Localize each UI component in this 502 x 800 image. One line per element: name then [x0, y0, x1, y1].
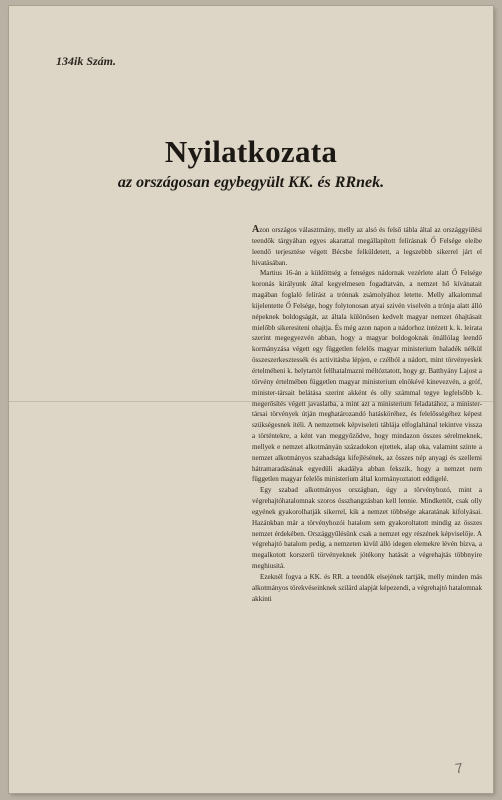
document-title: Nyilatkozata: [164, 134, 338, 169]
body-paragraph: Ezeknél fogva a KK. és RR. a teendők elsejének tartják, melly minden más alkotmányos törekvéseinknek szilárd alapját képezendi, a végrehajtó hatalomnak akkinti: [252, 573, 482, 603]
pencil-mark: 7: [453, 759, 464, 777]
drop-cap: A: [252, 224, 260, 235]
document-subtitle: az országosan egybegyült KK. és RRnek.: [117, 174, 385, 191]
paragraph-text: zon országos választmány, melly az alsó és felső tábla által az országgyülési teendők tárgyában egyes akarattal megállapított felírásnak Ő Felsége eleibe leendő terjesztése végett Bécsbe felküldetett, a legszebbb sikerrel járt el hivatásában.: [252, 226, 482, 267]
document-body: [252, 225, 482, 605]
body-paragraph: [252, 225, 482, 268]
document-number: 134ik Szám.: [56, 54, 117, 68]
body-paragraph: Egy szabad alkotmányos országban, úgy a törvényhozó, mint a végrehajtóhatalomnak szoros összhangzásban kell lennie. Mindkettőt, csak olly egyének gyakorolhatják sikerrel, kik a nemzet többsége akaratának kifolyásai. Hazánkban már a törvényhozói hatalom sem gyakoroltatott mindig az összes nemzet érdekében. Országgyűlésünk csak a nemzet egy részének képviselője. A végrehajtó hatalom pedig, a nemzeten kivül álló idegen elemekre lévén bízva, a megalkotott korszerű törvényeknek jótékony hatását a végrehajtás többnyire meghiusitá.: [252, 486, 482, 571]
body-paragraph: Martius 16-án a küldöttség a fenséges nádornak vezérlete alatt Ő Felsége koronás királyunk által kegyelmesen fogadtatván, a nemzet hő kívánatait magában foglaló felírást a trónnak zsámolyához letette. Melly alkalommal kijelentette Ő Felsége, hogy folytonosan atyai szivén viselvén a trónja alatt álló népeknek boldogságát, az általa különösen kedvelt magyar nemzet óhajtásait mielőbb sikeresiteni ohajtja. És még azon napon a nádorhoz intézett k. k. leirata szerint megegyezvén abban, hogy a magyar boldogoknak önállólag leendő kormányzása végett egy független felelős magyar ministerium haladék nélkül összeszerkesztessék és activitásba lépjen, e czélból a nádort, mint törvényesíek értelméheni k. helytartót fellhatalmazni méltóztatott, hogy gr. Batthyány Lajost a törvény értelmében független magyar ministerium elnökévé kinevezvén, a gróf, minister-társait belátása szerint akként és olly számmal tegye legfelsőbb k. megerősítés végett javaslatba, a mint azt a ministerium feladatához, a minister-társai törvények útján meghatározandó hatásköréhez, és felelősségéhez képest szükségesnek ítéli. A nemzetnek képviseleti táblája elfoglaltánal tekintve vissza a történtekre, a ként van meggyőződve, hogy mindazon összes sérelmeknek, mellyek e nemzet alkotmányán századokon ejtettek, alap oka, valamint szinte a nemzet alkotmányos szabadsága kifejlésének, az összes nép anyagi és szellemi hátramaradásának egyedüli akadálya abban fekszik, hogy a nemzet nem független magyar felelős ministerium által kormányoztatott eddigelé.: [252, 269, 482, 484]
document-page: [9, 6, 493, 793]
